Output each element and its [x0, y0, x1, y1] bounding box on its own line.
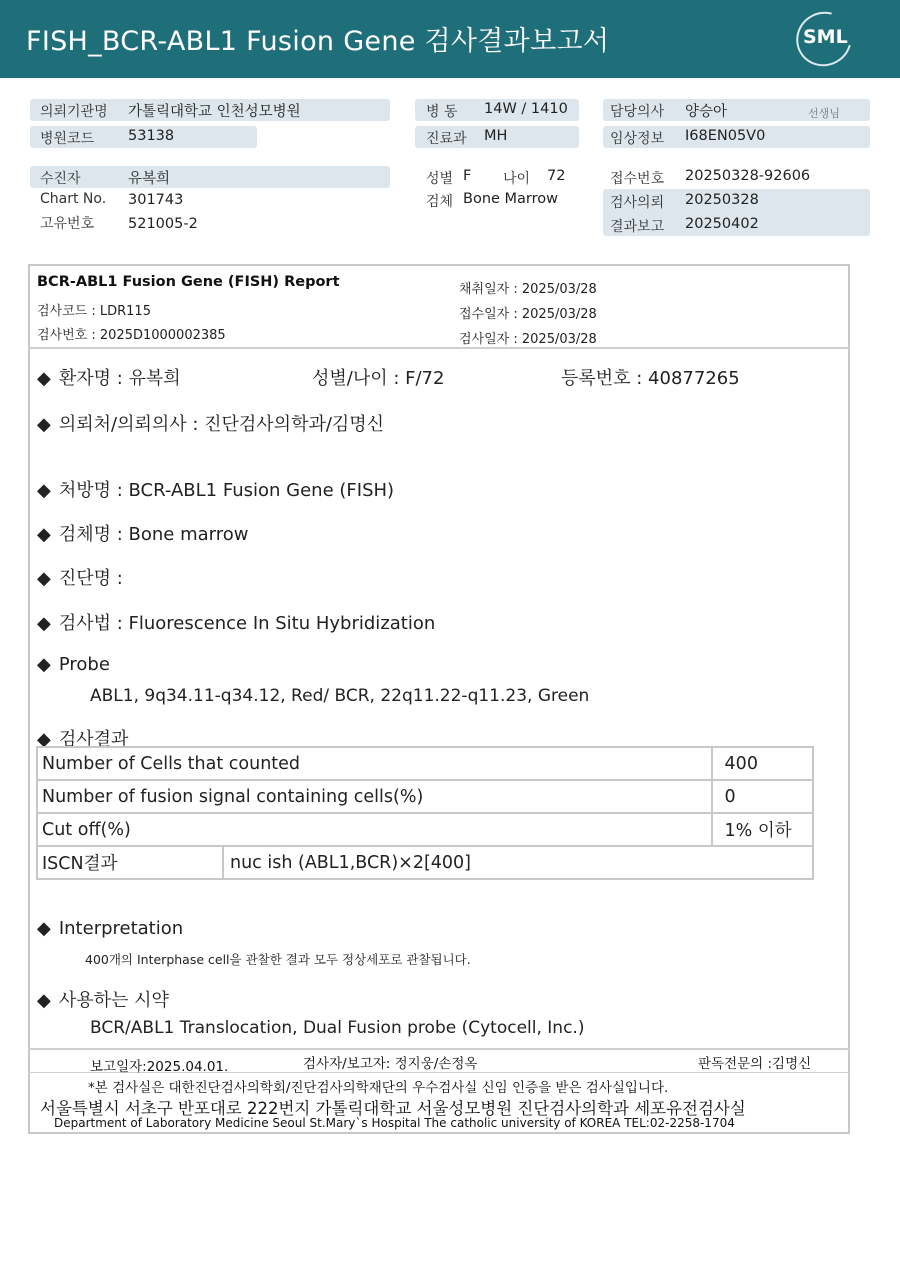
sml-logo: [796, 12, 854, 66]
report-footer-divider: [28, 1048, 850, 1050]
age-value: 72: [547, 168, 566, 184]
diamond-icon: ◆: [37, 918, 51, 939]
prescription-line: ◆ 처방명 : BCR-ABL1 Fusion Gene (FISH): [37, 480, 395, 501]
report-title: BCR-ABL1 Fusion Gene (FISH) Report: [37, 274, 340, 290]
logo-text: SML: [803, 26, 848, 48]
hospital-label: 의뢰기관명: [40, 104, 108, 120]
report-header-divider: [28, 347, 850, 349]
table-row: [37, 846, 813, 879]
fusion-cells-value: 0: [712, 780, 813, 813]
hospital-code-label: 병원코드: [40, 131, 95, 147]
cells-counted-label: Number of Cells that counted: [37, 747, 712, 780]
receipt-label: 접수번호: [610, 171, 665, 187]
cutoff-value: 1% 이하: [712, 813, 813, 846]
interpretation-text: 400개의 Interphase cell을 관찰한 결과 모두 정상세포로 관찰됩니다.: [85, 952, 471, 967]
clinical-label: 임상정보: [610, 131, 665, 147]
dept-value: MH: [484, 128, 508, 144]
dept-label: 진료과: [426, 131, 467, 147]
sex-age-line: 성별/나이 : F/72: [312, 368, 445, 389]
cells-counted-value: 400: [712, 747, 813, 780]
table-row: [37, 747, 813, 780]
examiner: 검사자/보고자: 정지웅/손정옥: [303, 1056, 478, 1072]
referrer-line: ◆ 의뢰처/의뢰의사 : 진단검사의학과/김명신: [37, 414, 385, 435]
hospital-code-value: 53138: [128, 128, 175, 144]
chart-label: Chart No.: [40, 191, 107, 207]
result-title: ◆ 검사결과: [37, 729, 129, 750]
collect-date: 채취일자 : 2025/03/28: [459, 282, 597, 297]
sex-value: F: [463, 168, 472, 184]
ward-label: 병 동: [426, 104, 458, 120]
doctor-label: 담당의사: [610, 104, 665, 120]
probe-text: ABL1, 9q34.11-q34.12, Red/ BCR, 22q11.22-q11.23, Green: [90, 686, 590, 706]
result-date-value: 20250402: [685, 216, 759, 232]
interpretation-title: ◆ Interpretation: [37, 918, 184, 939]
page-title: FISH_BCR-ABL1 Fusion Gene 검사결과보고서: [26, 26, 610, 57]
report-date: 보고일자:2025.04.01.: [90, 1059, 229, 1075]
clinical-value: I68EN05V0: [685, 128, 766, 144]
table-row: [37, 813, 813, 846]
diamond-icon: ◆: [37, 480, 51, 501]
diamond-icon: ◆: [37, 368, 51, 389]
diamond-icon: ◆: [37, 414, 51, 435]
probe-title: ◆ Probe: [37, 654, 110, 675]
specialist: 판독전문의 :김명신: [698, 1056, 812, 1072]
test-number: 검사번호 : 2025D1000002385: [37, 328, 226, 343]
age-label: 나이: [503, 171, 531, 187]
results-table: [36, 746, 814, 880]
diamond-icon: ◆: [37, 729, 51, 750]
diamond-icon: ◆: [37, 524, 51, 545]
diagnosis-line: ◆ 진단명 :: [37, 568, 123, 589]
patient-label: 수진자: [40, 171, 81, 187]
doctor-value: 양승아: [685, 104, 728, 120]
diamond-icon: ◆: [37, 990, 51, 1011]
sex-label: 성별: [426, 171, 454, 187]
ward-value: 14W / 1410: [484, 101, 568, 117]
unique-label: 고유번호: [40, 216, 95, 232]
receipt-value: 20250328-92606: [685, 168, 811, 184]
test-date: 검사일자 : 2025/03/28: [459, 332, 597, 347]
diamond-icon: ◆: [37, 568, 51, 589]
request-label: 검사의뢰: [610, 195, 665, 211]
address-english: Department of Laboratory Medicine Seoul St.Mary`s Hospital The catholic university of KOREA TEL:02-2258-1704: [54, 1116, 735, 1130]
specimen-label: 검체: [426, 194, 454, 210]
info-band-patient: [30, 166, 390, 188]
diamond-icon: ◆: [37, 654, 51, 675]
reg-number-line: 등록번호 : 40877265: [561, 368, 740, 389]
request-value: 20250328: [685, 192, 759, 208]
diamond-icon: ◆: [37, 613, 51, 634]
patient-name-line: ◆ 환자명 : 유복희: [37, 368, 181, 389]
address-korean: 서울특별시 서초구 반포대로 222번지 가톨릭대학교 서울성모병원 진단검사의학과 세포유전검사실: [40, 1099, 746, 1118]
iscn-label: ISCN결과: [37, 846, 223, 879]
doctor-suffix: 선생님: [808, 107, 840, 120]
unique-value: 521005-2: [128, 216, 198, 232]
specimen-line: ◆ 검체명 : Bone marrow: [37, 524, 249, 545]
hospital-value: 가톨릭대학교 인천성모병원: [128, 104, 301, 120]
specimen-value: Bone Marrow: [463, 191, 559, 207]
method-line: ◆ 검사법 : Fluorescence In Situ Hybridization: [37, 613, 436, 634]
chart-value: 301743: [128, 192, 184, 208]
header-bar: [0, 0, 900, 78]
test-code: 검사코드 : LDR115: [37, 304, 151, 319]
receive-date: 접수일자 : 2025/03/28: [459, 307, 597, 322]
fusion-cells-label: Number of fusion signal containing cells(%): [37, 780, 712, 813]
reagent-text: BCR/ABL1 Translocation, Dual Fusion probe (Cytocell, Inc.): [90, 1018, 585, 1038]
result-date-label: 결과보고: [610, 219, 665, 235]
patient-value: 유복희: [128, 171, 171, 187]
iscn-value: nuc ish (ABL1,BCR)×2[400]: [223, 846, 813, 879]
certification-note: *본 검사실은 대한진단검사의학회/진단검사의학재단의 우수검사실 신임 인증을 받은 검사실입니다.: [88, 1080, 669, 1096]
reagent-title: ◆ 사용하는 시약: [37, 990, 169, 1011]
cutoff-label: Cut off(%): [37, 813, 712, 846]
table-row: [37, 780, 813, 813]
